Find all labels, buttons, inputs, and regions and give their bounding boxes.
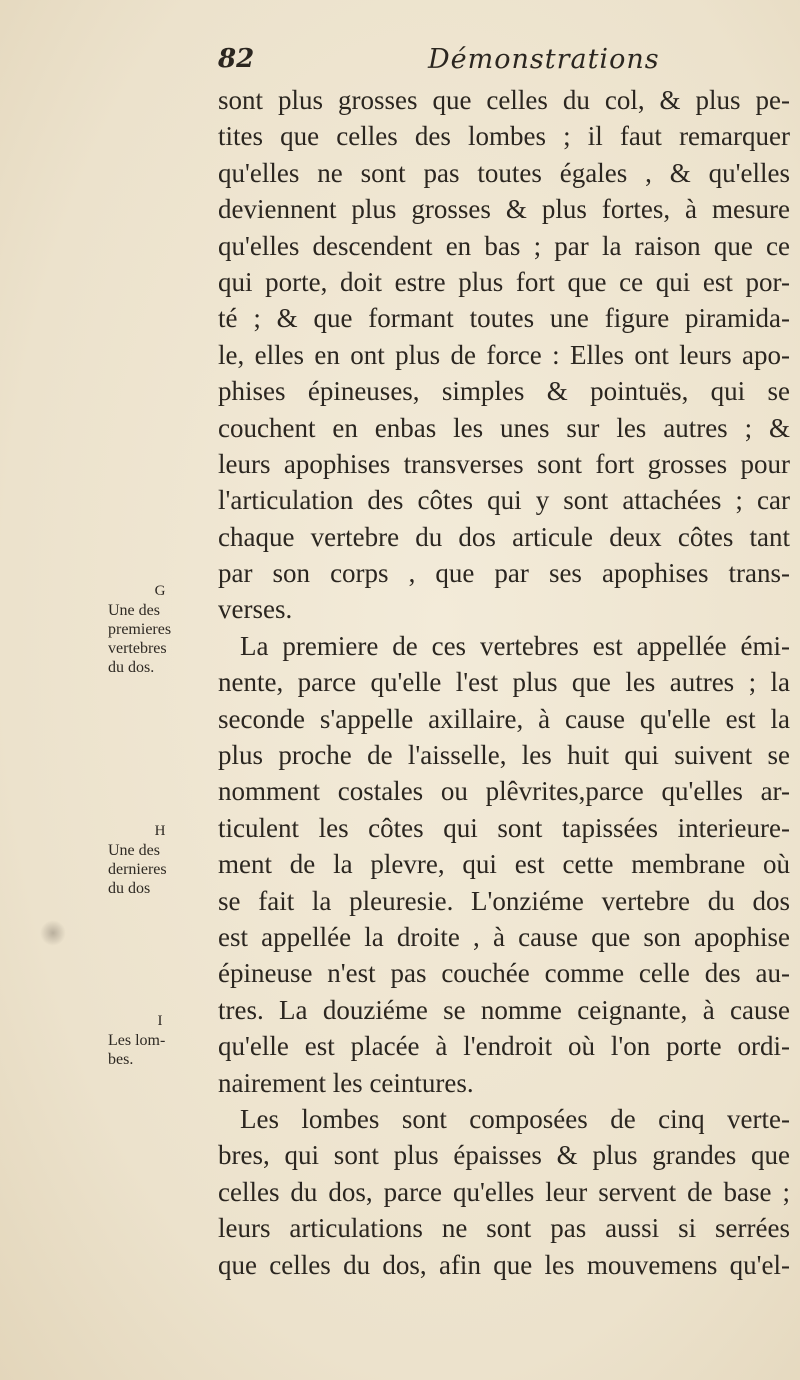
margin-note-h [108,822,212,898]
text-line: nomment costales ou plêvrites,parce qu'elles ar- [218,776,790,807]
text-line: seconde s'appelle axillaire, à cause qu'elle est la [218,703,790,734]
page-number: 82 [218,44,255,74]
margin-note-line: dernieres [108,861,167,878]
margin-note-line: Une des [108,602,160,619]
margin-note-line: Les lom- [108,1032,166,1049]
text-line: La premiere de ces vertebres est appellée émi- [240,630,790,661]
margin-note-letter: I [157,1013,163,1029]
text-line: qu'elles ne sont pas toutes égales , & qu'elles [218,157,790,188]
margin-note-line: Une des [108,842,160,859]
text-line: qu'elles descendent en bas ; par la raison que ce [218,230,790,261]
margin-note-line: du dos [108,880,151,897]
text-line: le, elles en ont plus de force : Elles ont leurs apo- [218,339,790,370]
text-line: ticulent les côtes qui sont tapissées interieure- [218,812,790,843]
text-line: leurs apophises transverses sont fort grosses pour [218,448,790,479]
margin-note-i [108,1012,212,1069]
text-line: verses. [218,594,293,625]
page-header [218,44,778,84]
text-line: bres, qui sont plus épaisses & plus grandes que [218,1140,790,1171]
text-line: nairement les ceintures. [218,1067,474,1098]
text-line: qu'elle est placée à l'endroit où l'on porte ordi- [218,1031,790,1062]
text-line: sont plus grosses que celles du col, & plus pe- [218,85,790,115]
text-line: leurs articulations ne sont pas aussi si serrées [218,1213,790,1244]
text-line: que celles du dos, afin que les mouvemens qu'el- [218,1249,790,1280]
text-line: nente, parce qu'elle l'est plus que les autres ; la [218,667,790,698]
text-line: deviennent plus grosses & plus fortes, à mesure [218,194,790,225]
text-line: qui porte, doit estre plus fort que ce qui est por- [218,266,790,297]
text-line: té ; & que formant toutes une figure piramida- [218,303,790,334]
text-line: épineuse n'est pas couchée comme celle des au- [218,958,790,989]
text-line: phises épineuses, simples & pointuës, qui se [218,376,790,407]
margin-note-line: bes. [108,1051,134,1068]
text-line: par son corps , que par ses apophises trans- [218,558,790,589]
text-line: ment de la plevre, qui est cette membrane où [218,849,790,880]
text-line: couchent en enbas les unes sur les autres ; & [218,412,790,443]
text-line: l'articulation des côtes qui y sont attachées ; car [218,485,790,516]
margin-note-line: vertebres [108,640,167,657]
text-line: celles du dos, parce qu'elles leur servent de base ; [218,1176,790,1207]
text-line: plus proche de l'aisselle, les huit qui suivent se [218,740,790,771]
text-line: Les lombes sont composées de cinq verte- [240,1103,790,1134]
ink-smudge [40,920,66,946]
text-line: se fait la pleuresie. L'onziéme vertebre du dos [218,885,790,916]
text-line: tites que celles des lombes ; il faut remarquer [218,121,790,152]
margin-note-line: premieres [108,621,172,638]
margin-note-letter: G [154,583,166,599]
text-line: est appellée la droite , à cause que son apophise [218,921,790,952]
text-line: chaque vertebre du dos articule deux côtes tant [218,521,790,552]
body-text [218,82,790,1283]
running-title: Démonstrations [428,44,660,75]
margin-note-line: du dos. [108,659,155,676]
text-line: tres. La douziéme se nomme ceignante, à cause [218,994,790,1025]
margin-note-letter: H [154,823,166,839]
margin-note-g [108,582,212,677]
